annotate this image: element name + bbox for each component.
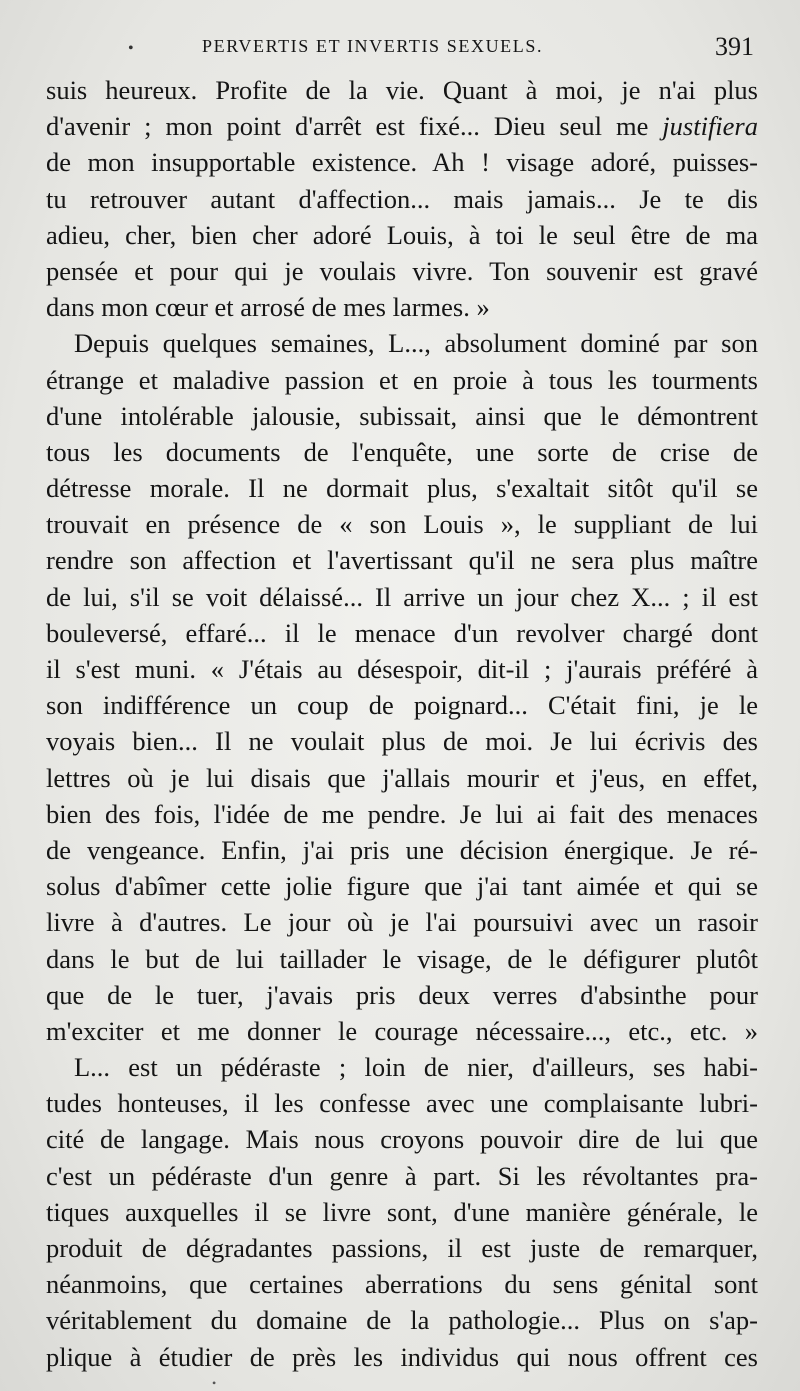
- text-line: trouvait en présence de « son Louis », le suppliant de lui: [46, 509, 758, 540]
- footer-bullet: •: [212, 1376, 217, 1390]
- text-line: voyais bien... Il ne voulait plus de moi. Je lui écrivis des: [46, 726, 758, 757]
- text-line: bouleversé, effaré... il le menace d'un revolver chargé dont: [46, 617, 758, 648]
- text-line: dans le but de lui taillader le visage, de le défigurer plutôt: [46, 943, 758, 974]
- text-line: véritablement du domaine de la pathologie... Plus on s'ap-: [46, 1305, 758, 1336]
- page-number: 391: [715, 32, 754, 61]
- text-line: adieu, cher, bien cher adoré Louis, à toi le seul être de ma: [46, 219, 758, 250]
- text-line: que de le tuer, j'avais pris deux verres d'absinthe pour: [46, 979, 758, 1010]
- text-line: néanmoins, que certaines aberrations du sens génital sont: [46, 1269, 758, 1300]
- text-line: tous les documents de l'enquête, une sorte de crise de: [46, 436, 758, 467]
- text-line: de lui, s'il se voit délaissé... Il arrive un jour chez X... ; il est: [46, 581, 758, 612]
- text-line-segment: d'avenir ; mon point d'arrêt est fixé... Dieu seul me: [46, 111, 663, 142]
- text-line: pensée et pour qui je voulais vivre. Ton souvenir est gravé: [46, 255, 758, 286]
- text-line: de vengeance. Enfin, j'ai pris une décision énergique. Je ré-: [46, 834, 758, 865]
- text-line: son indifférence un coup de poignard... C'était fini, je le: [46, 690, 758, 721]
- italic-word: justifiera: [662, 111, 758, 142]
- text-line: rendre son affection et l'avertissant qu'il ne sera plus maître: [46, 545, 758, 576]
- text-line: cité de langage. Mais nous croyons pouvoir dire de lui que: [46, 1124, 758, 1155]
- text-line: détresse morale. Il ne dormait plus, s'exaltait sitôt qu'il se: [46, 473, 758, 504]
- running-title: PERVERTIS ET INVERTIS SEXUELS.: [202, 36, 544, 56]
- text-line: livre à d'autres. Le jour où je l'ai poursuivi avec un rasoir: [46, 907, 758, 938]
- text-line: il s'est muni. « J'étais au désespoir, dit-il ; j'aurais préféré à: [46, 654, 758, 684]
- text-line: plique à étudier de près les individus qui nous offrent ces: [46, 1341, 758, 1372]
- text-line: suis heureux. Profite de la vie. Quant à moi, je n'ai plus: [46, 75, 758, 105]
- text-line: bien des fois, l'idée de me pendre. Je lui ai fait des menaces: [46, 798, 758, 829]
- text-line: d'une intolérable jalousie, subissait, ainsi que le démontrent: [46, 400, 758, 431]
- header-bullet: •: [128, 40, 134, 57]
- text-line: m'exciter et me donner le courage nécessaire..., etc., etc. »: [46, 1015, 758, 1046]
- text-line: L... est un pédéraste ; loin de nier, d'ailleurs, ses habi-: [74, 1052, 758, 1083]
- body-text: [46, 72, 758, 1375]
- text-line: de mon insupportable existence. Ah ! visage adoré, puisses-: [46, 147, 758, 178]
- text-line: lettres où je lui disais que j'allais mourir et j'eus, en effet,: [46, 762, 758, 793]
- text-line: produit de dégradantes passions, il est juste de remarquer,: [46, 1233, 758, 1263]
- text-line: dans mon cœur et arrosé de mes larmes. »: [46, 292, 490, 323]
- text-line: solus d'abîmer cette jolie figure que j'ai tant aimée et qui se: [46, 871, 758, 902]
- text-line: étrange et maladive passion et en proie à tous les tourments: [46, 364, 758, 395]
- text-line: Depuis quelques semaines, L..., absolument dominé par son: [74, 328, 758, 359]
- text-line: [46, 108, 758, 144]
- text-line: tu retrouver autant d'affection... mais jamais... Je te dis: [46, 183, 758, 214]
- page-header: [0, 32, 800, 72]
- text-line: tiques auxquelles il se livre sont, d'une manière générale, le: [46, 1196, 758, 1227]
- text-line: c'est un pédéraste d'un genre à part. Si les révoltantes pra-: [46, 1160, 758, 1191]
- text-line: tudes honteuses, il les confesse avec une complaisante lubri-: [46, 1088, 758, 1119]
